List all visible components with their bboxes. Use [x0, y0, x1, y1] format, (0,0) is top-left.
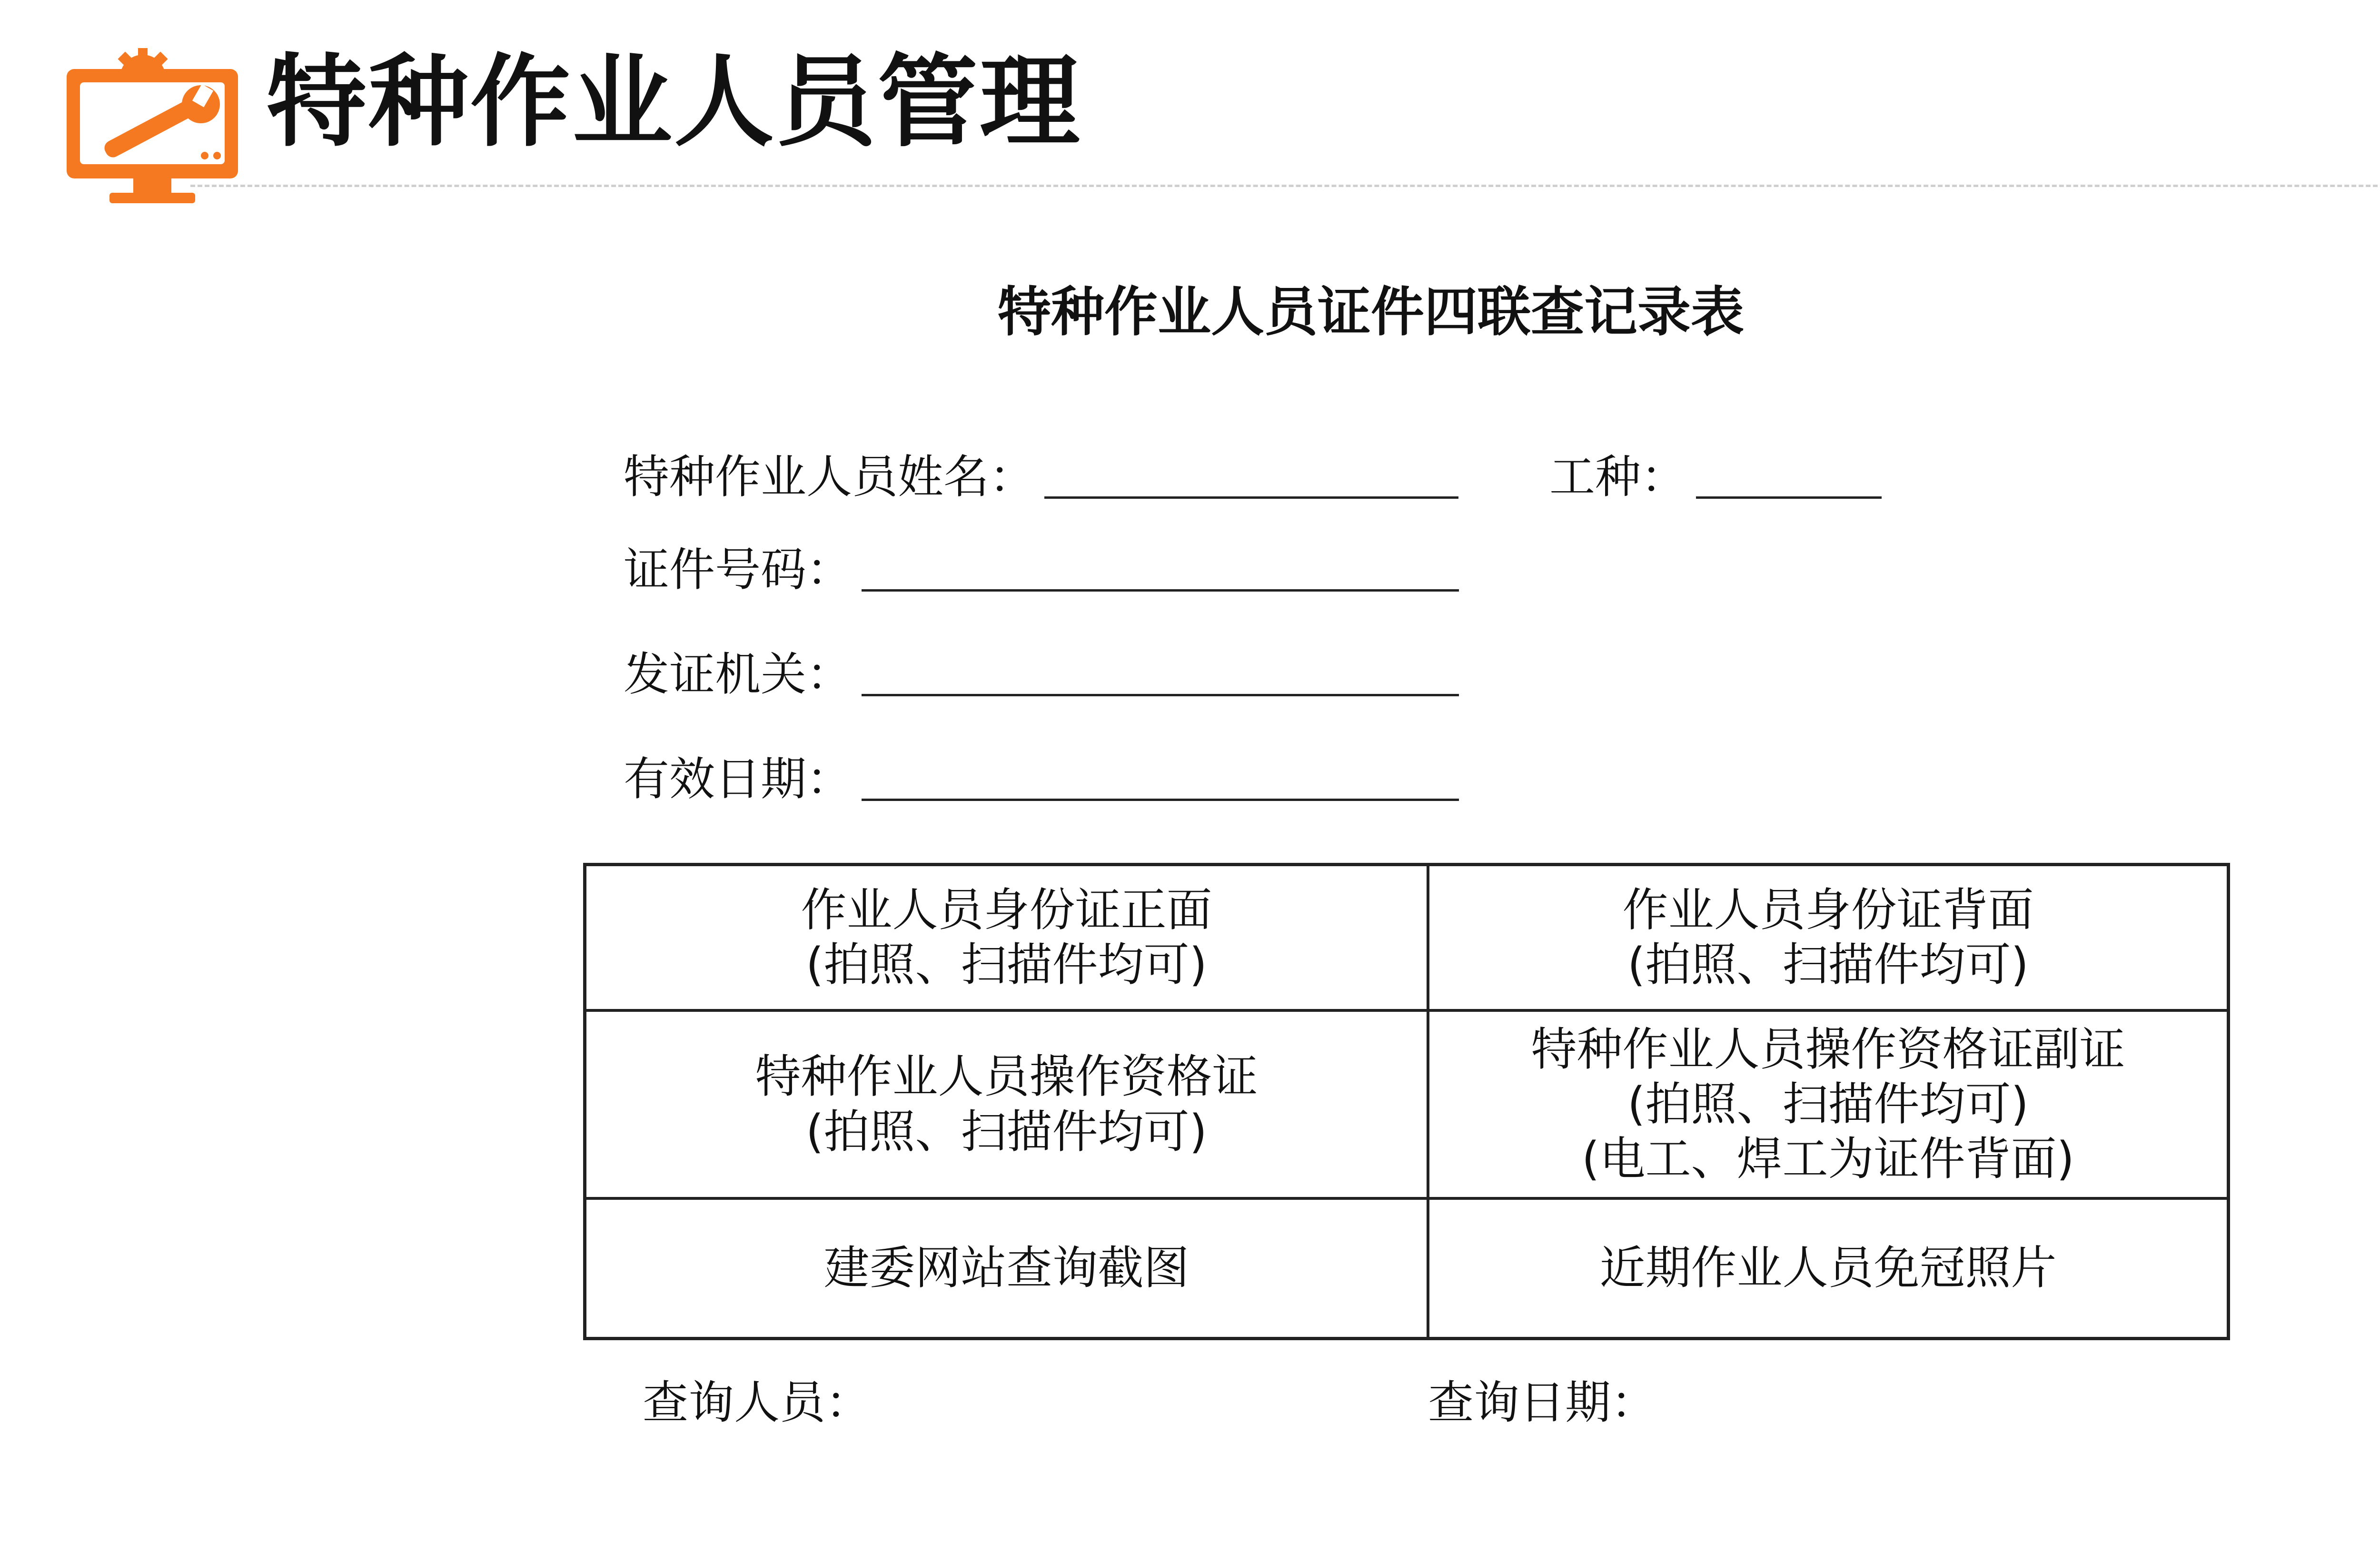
- work-type-field[interactable]: [1549, 452, 1882, 503]
- table-cell-operation-cert-copy[interactable]: 特种作业人员操作资格证副证 (拍照、扫描件均可) (电工、焊工为证件背面): [1531, 1022, 2125, 1186]
- cert-number-label: 证件号码：: [624, 543, 852, 596]
- header-divider: [190, 185, 2380, 187]
- name-input-line[interactable]: [1044, 496, 1458, 499]
- work-type-label: 工种：: [1549, 450, 1686, 504]
- work-type-input-line[interactable]: [1696, 496, 1882, 499]
- table-cell-id-back[interactable]: 作业人员身份证背面 (拍照、扫描件均可): [1622, 883, 2034, 991]
- table-cell-recent-photo[interactable]: 近期作业人员免冠照片: [1599, 1241, 2057, 1295]
- cert-number-input-line[interactable]: [862, 589, 1459, 592]
- inspection-date-label: 查询日期：: [1428, 1376, 1656, 1429]
- table-cell-id-front[interactable]: 作业人员身份证正面 (拍照、扫描件均可): [801, 883, 1212, 991]
- name-label: 特种作业人员姓名：: [624, 450, 1035, 504]
- issuer-input-line[interactable]: [862, 694, 1459, 696]
- name-field[interactable]: [624, 452, 1458, 503]
- issuer-label: 发证机关：: [624, 648, 852, 701]
- inspector-label: 查询人员：: [643, 1376, 871, 1429]
- table-cell-website-screenshot[interactable]: 建委网站查询截图: [823, 1241, 1190, 1295]
- table-cell-operation-cert[interactable]: 特种作业人员操作资格证 (拍照、扫描件均可): [755, 1050, 1258, 1158]
- validity-field[interactable]: [624, 754, 1459, 805]
- document-table: [583, 863, 2230, 1340]
- issuer-field[interactable]: [624, 650, 1459, 700]
- validity-label: 有效日期：: [624, 752, 852, 806]
- page-title: 特种作业人员管理: [267, 44, 1082, 160]
- form-title: 特种作业人员证件四联查记录表: [998, 281, 1744, 343]
- cert-number-field[interactable]: [624, 545, 1459, 595]
- validity-input-line[interactable]: [862, 799, 1459, 801]
